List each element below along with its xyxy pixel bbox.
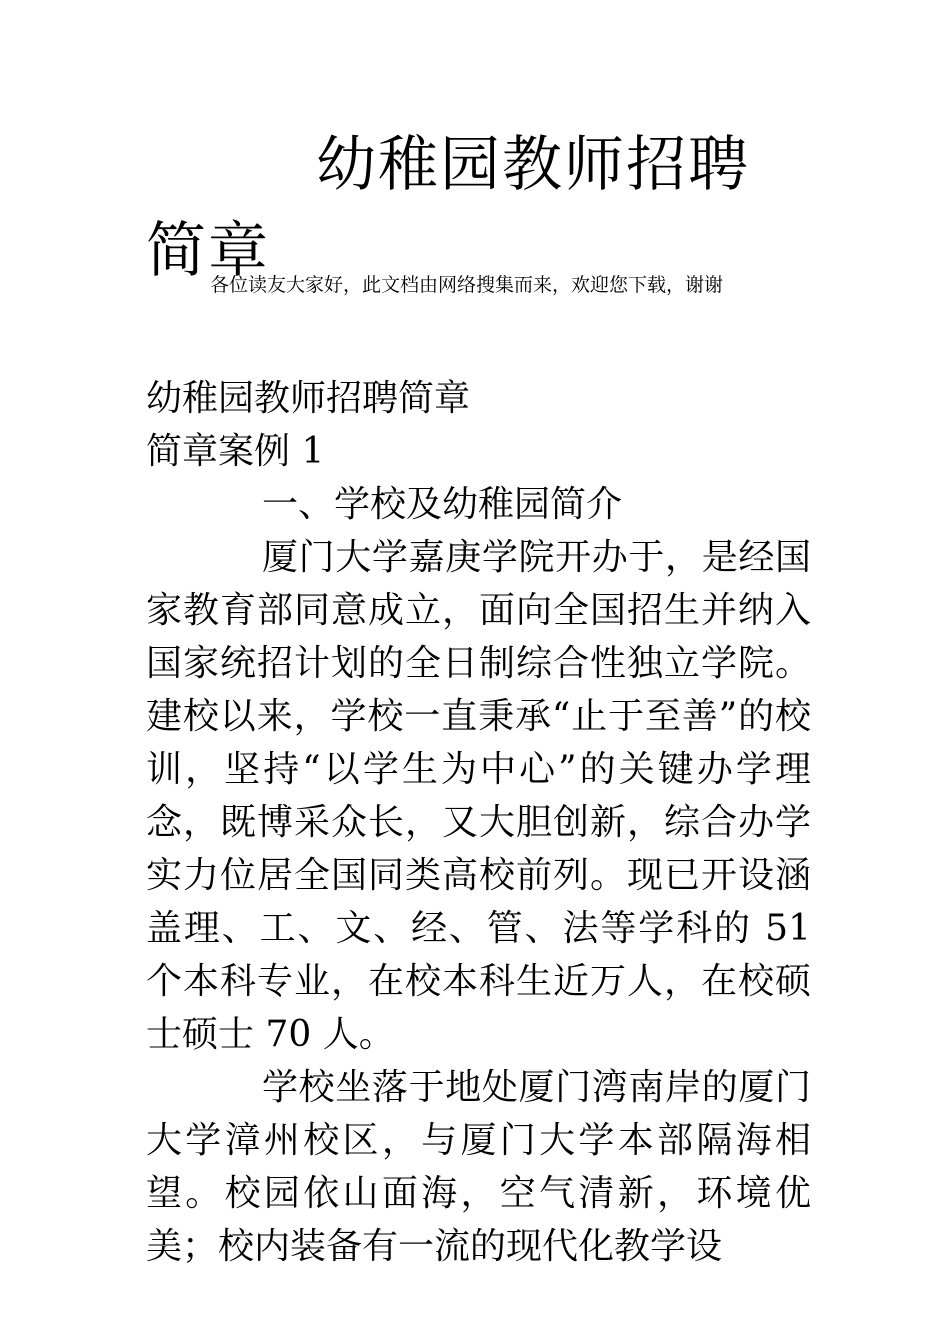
document-title: 幼稚园教师招聘简章	[146, 130, 750, 286]
content-heading: 幼稚园教师招聘简章	[146, 378, 471, 419]
case-label: 简章案例 1	[146, 431, 325, 472]
intro-note: 各位读友大家好，此文档由网络搜集而来，欢迎您下载，谢谢	[210, 274, 724, 296]
document-body	[146, 372, 811, 1273]
paragraph-2: 学校坐落于地处厦门湾南岸的厦门大学漳州校区，与厦门大学本部隔海相望。校园依山面海，空气清新，环境优美；校内装备有一流的现代化教学设	[146, 1067, 811, 1267]
section-title: 一、学校及幼稚园简介	[262, 484, 623, 525]
paragraph-1: 厦门大学嘉庚学院开办于，是经国家教育部同意成立，面向全国招生并纳入国家统招计划的全日制综合性独立学院。建校以来，学校一直秉承“止于至善”的校训，坚持“以学生为中心”的关键办学理念，既博采众长，又大胆创新，综合办学实力位居全国同类高校前列。现已开设涵盖理、工、文、经、管、法等学科的 51 个本科专业，在校本科生近万人，在校硕士硕士 70 人。	[146, 537, 811, 1055]
